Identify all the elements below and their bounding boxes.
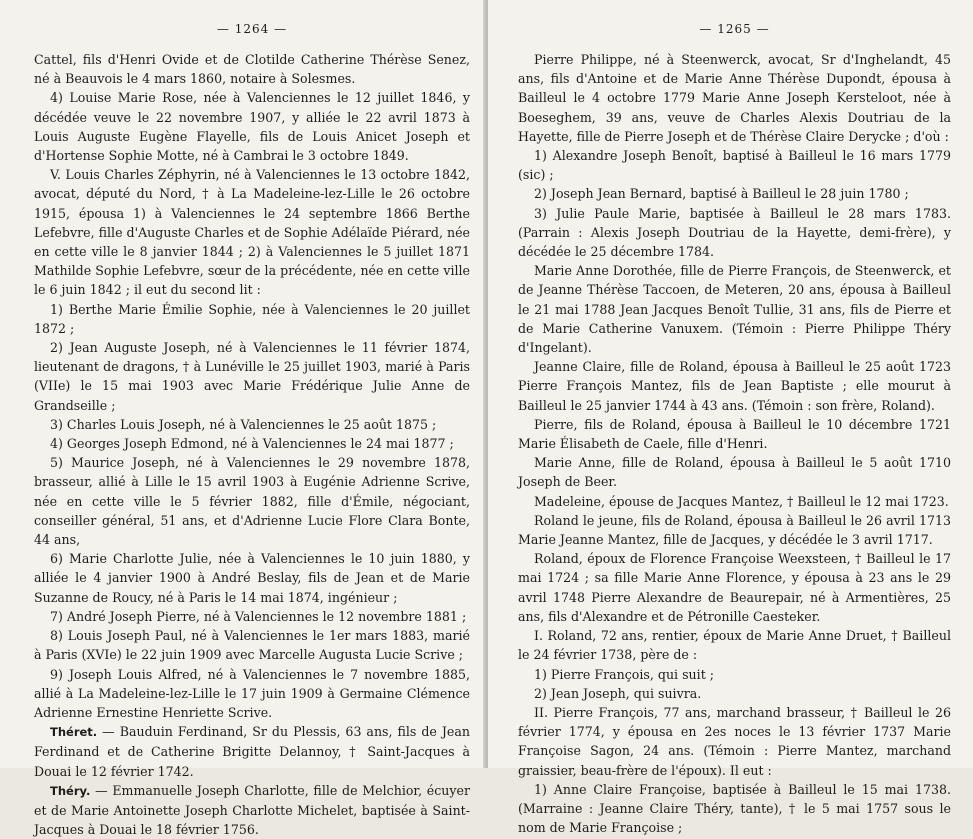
- paragraph: Pierre Philippe, né à Steenwerck, avocat, Sr d'Inghelandt, 45 ans, fils d'Antoine et de Marie Anne Thérèse Dupondt, épousa à Bailleul le 4 octobre 1779 Marie Anne Joseph Kersteloot, née à Boeseghem, 39 ans, veuve de Charles Alexis Doutriau de la Hayette, fille de Pierre Joseph et de Thérèse Claire Derycke ; d'où :: [518, 52, 951, 144]
- paragraph: 4) Georges Joseph Edmond, né à Valenciennes le 24 mai 1877 ;: [50, 436, 454, 452]
- paragraph: 1) Berthe Marie Émilie Sophie, née à Valenciennes le 20 juillet 1872 ;: [34, 301, 470, 336]
- paragraph: 7) André Joseph Pierre, né à Valenciennes le 12 novembre 1881 ;: [50, 608, 467, 624]
- paragraph: 3) Charles Louis Joseph, né à Valenciennes le 25 août 1875 ;: [50, 416, 437, 432]
- paragraph: 4) Louise Marie Rose, née à Valenciennes le 12 juillet 1846, y décédée veuve le 22 novembre 1907, y alliée le 22 avril 1873 à Louis Auguste Eugène Flayelle, fils de Louis Anicet Joseph et d'Hortense Sophie Motte, né à Cambrai le 3 octobre 1849.: [34, 90, 470, 164]
- paragraph: Marie Anne, fille de Roland, épousa à Bailleul le 5 août 1710 Joseph de Beer.: [518, 455, 951, 490]
- paragraph: 1) Anne Claire Françoise, baptisée à Bailleul le 15 mai 1738. (Marraine : Jeanne Claire Théry, tante), † le 5 mai 1757 sous le nom de Marie Françoise ;: [518, 781, 951, 836]
- paragraph: 2) Jean Joseph, qui suivra.: [534, 685, 702, 701]
- paragraph: 2) Joseph Jean Bernard, baptisé à Bailleul le 28 juin 1780 ;: [534, 186, 909, 202]
- paragraph: 6) Marie Charlotte Julie, née à Valenciennes le 10 juin 1880, y alliée le 4 janvier 1900 à André Beslay, fils de Jean et de Marie Suzanne de Roucy, né à Paris le 14 mai 1874, ingénieur ;: [34, 551, 470, 605]
- paragraph: Cattel, fils d'Henri Ovide et de Clotilde Catherine Thérèse Senez, né à Beauvois le 4 mars 1860, notaire à Solesmes.: [34, 52, 470, 87]
- page-number: — 1264 —: [216, 22, 288, 36]
- paragraph: Roland le jeune, fils de Roland, épousa à Bailleul le 26 avril 1713 Marie Jeanne Mantez, fille de Jacques, y décédée le 3 avril 1717.: [518, 512, 951, 548]
- entry-text: — Emmanuelle Joseph Charlotte, fille de Melchior, écuyer et de Marie Antoinette Joseph Charlotte Michelet, baptisée à Saint-Jacques à Douai le 18 février 1756.: [34, 782, 470, 838]
- page-number: — 1265 —: [699, 22, 770, 36]
- paragraph: Madeleine, épouse de Jacques Mantez, † Bailleul le 12 mai 1723.: [534, 493, 949, 509]
- paragraph: 2) Jean Auguste Joseph, né à Valenciennes le 11 février 1874, lieutenant de dragons, † à Lunéville le 25 juillet 1903, marié à Paris (VIIe) le 15 mai 1903 avec Marie Frédérique Julie Anne de Grandseille ;: [34, 340, 470, 413]
- paragraph: V. Louis Charles Zéphyrin, né à Valenciennes le 13 octobre 1842, avocat, député du Nord, † à La Madeleine-lez-Lille le 26 octobre 1915, épousa 1) à Valenciennes le 24 septembre 1866 Berthe Lefebvre, fille d'Auguste Charles et de Sophie Adélaïde Piérard, née en cette ville le 8 janvier 1844 ; 2) à Valenciennes le 5 juillet 1871 Mathilde Sophie Lefebvre, sœur de la précédente, née en cette ville le 6 juin 1842 ; il eut du second lit :: [34, 167, 470, 298]
- paragraph: 1) Alexandre Joseph Benoît, baptisé à Bailleul le 16 mars 1779 (sic) ;: [518, 148, 951, 183]
- paragraph: Marie Anne Dorothée, fille de Pierre François, de Steenwerck, et de Jeanne Thérèse Taccoen, de Meteren, 20 ans, épousa à Bailleul le 21 mai 1788 Jean Jacques Benoît Tullie, 31 ans, fils de Pierre et de Marie Catherine Vanuxem. (Témoin : Pierre Philippe Théry d'Ingelant).: [518, 263, 951, 356]
- paragraph: I. Roland, 72 ans, rentier, époux de Marie Anne Druet, † Bailleul le 24 février 1738, père de :: [518, 628, 951, 663]
- paragraph: 5) Maurice Joseph, né à Valenciennes le 29 novembre 1878, brasseur, allié à Lille le 15 avril 1903 à Eugénie Adrienne Scrive, née en cette ville le 5 février 1882, fille d'Émile, négociant, conseiller général, 51 ans, et d'Adrienne Lucie Flore Clara Bonte, 44 ans,: [34, 455, 470, 548]
- right-page: [488, 0, 973, 836]
- entry-lead: Théry.: [50, 783, 91, 798]
- paragraph: Jeanne Claire, fille de Roland, épousa à Bailleul le 25 août 1723 Pierre François Mantez, fils de Jean Baptiste ; elle mourut à Bailleul le 25 janvier 1744 à 43 ans. (Témoin : son frère, Roland).: [518, 359, 951, 413]
- paragraph: Roland, époux de Florence Françoise Weexsteen, † Bailleul le 17 mai 1724 ; sa fille Marie Anne Florence, y épousa à 23 ans le 29 avril 1748 Pierre Alexandre de Beaurepair, né à Armentières, 25 ans, fils d'Alexandre et de Pétronille Caesteker.: [518, 551, 951, 624]
- entry-lead: Théret.: [50, 725, 98, 740]
- left-page: [0, 0, 486, 838]
- paragraph: Pierre, fils de Roland, épousa à Bailleul le 10 décembre 1721 Marie Élisabeth de Caele, fille d'Henri.: [518, 416, 951, 452]
- paragraph: II. Pierre François, 77 ans, marchand brasseur, † Bailleul le 26 février 1774, y épousa en 2es noces le 13 février 1737 Marie Françoise Sagon, 24 ans. (Témoin : Pierre Mantez, marchand graissier, beau-frère de l'époux). Il eut :: [518, 704, 951, 778]
- family-entry: [34, 722, 470, 781]
- paragraph: 9) Joseph Louis Alfred, né à Valenciennes le 7 novembre 1885, allié à La Madeleine-lez-Lille le 17 juin 1909 à Germaine Clémence Adrienne Ernestine Henriette Scrive.: [34, 666, 470, 720]
- entry-text: — Bauduin Ferdinand, Sr du Plessis, 63 ans, fils de Jean Ferdinand et de Catherine Brigitte Delannoy, † Saint-Jacques à Douai le 12 février 1742.: [34, 724, 470, 779]
- paragraph: 1) Pierre François, qui suit ;: [534, 666, 715, 682]
- paragraph: 8) Louis Joseph Paul, né à Valenciennes le 1er mars 1883, marié à Paris (XVIe) le 22 juin 1909 avec Marcelle Augusta Lucie Scrive ;: [34, 628, 470, 663]
- family-entry: [34, 781, 470, 839]
- paragraph: 3) Julie Paule Marie, baptisée à Bailleul le 28 mars 1783. (Parrain : Alexis Joseph Doutriau de la Hayette, demi-frère), y décédée le 25 décembre 1784.: [518, 205, 951, 260]
- right-page-body: [518, 50, 951, 837]
- left-page-body: [34, 50, 470, 839]
